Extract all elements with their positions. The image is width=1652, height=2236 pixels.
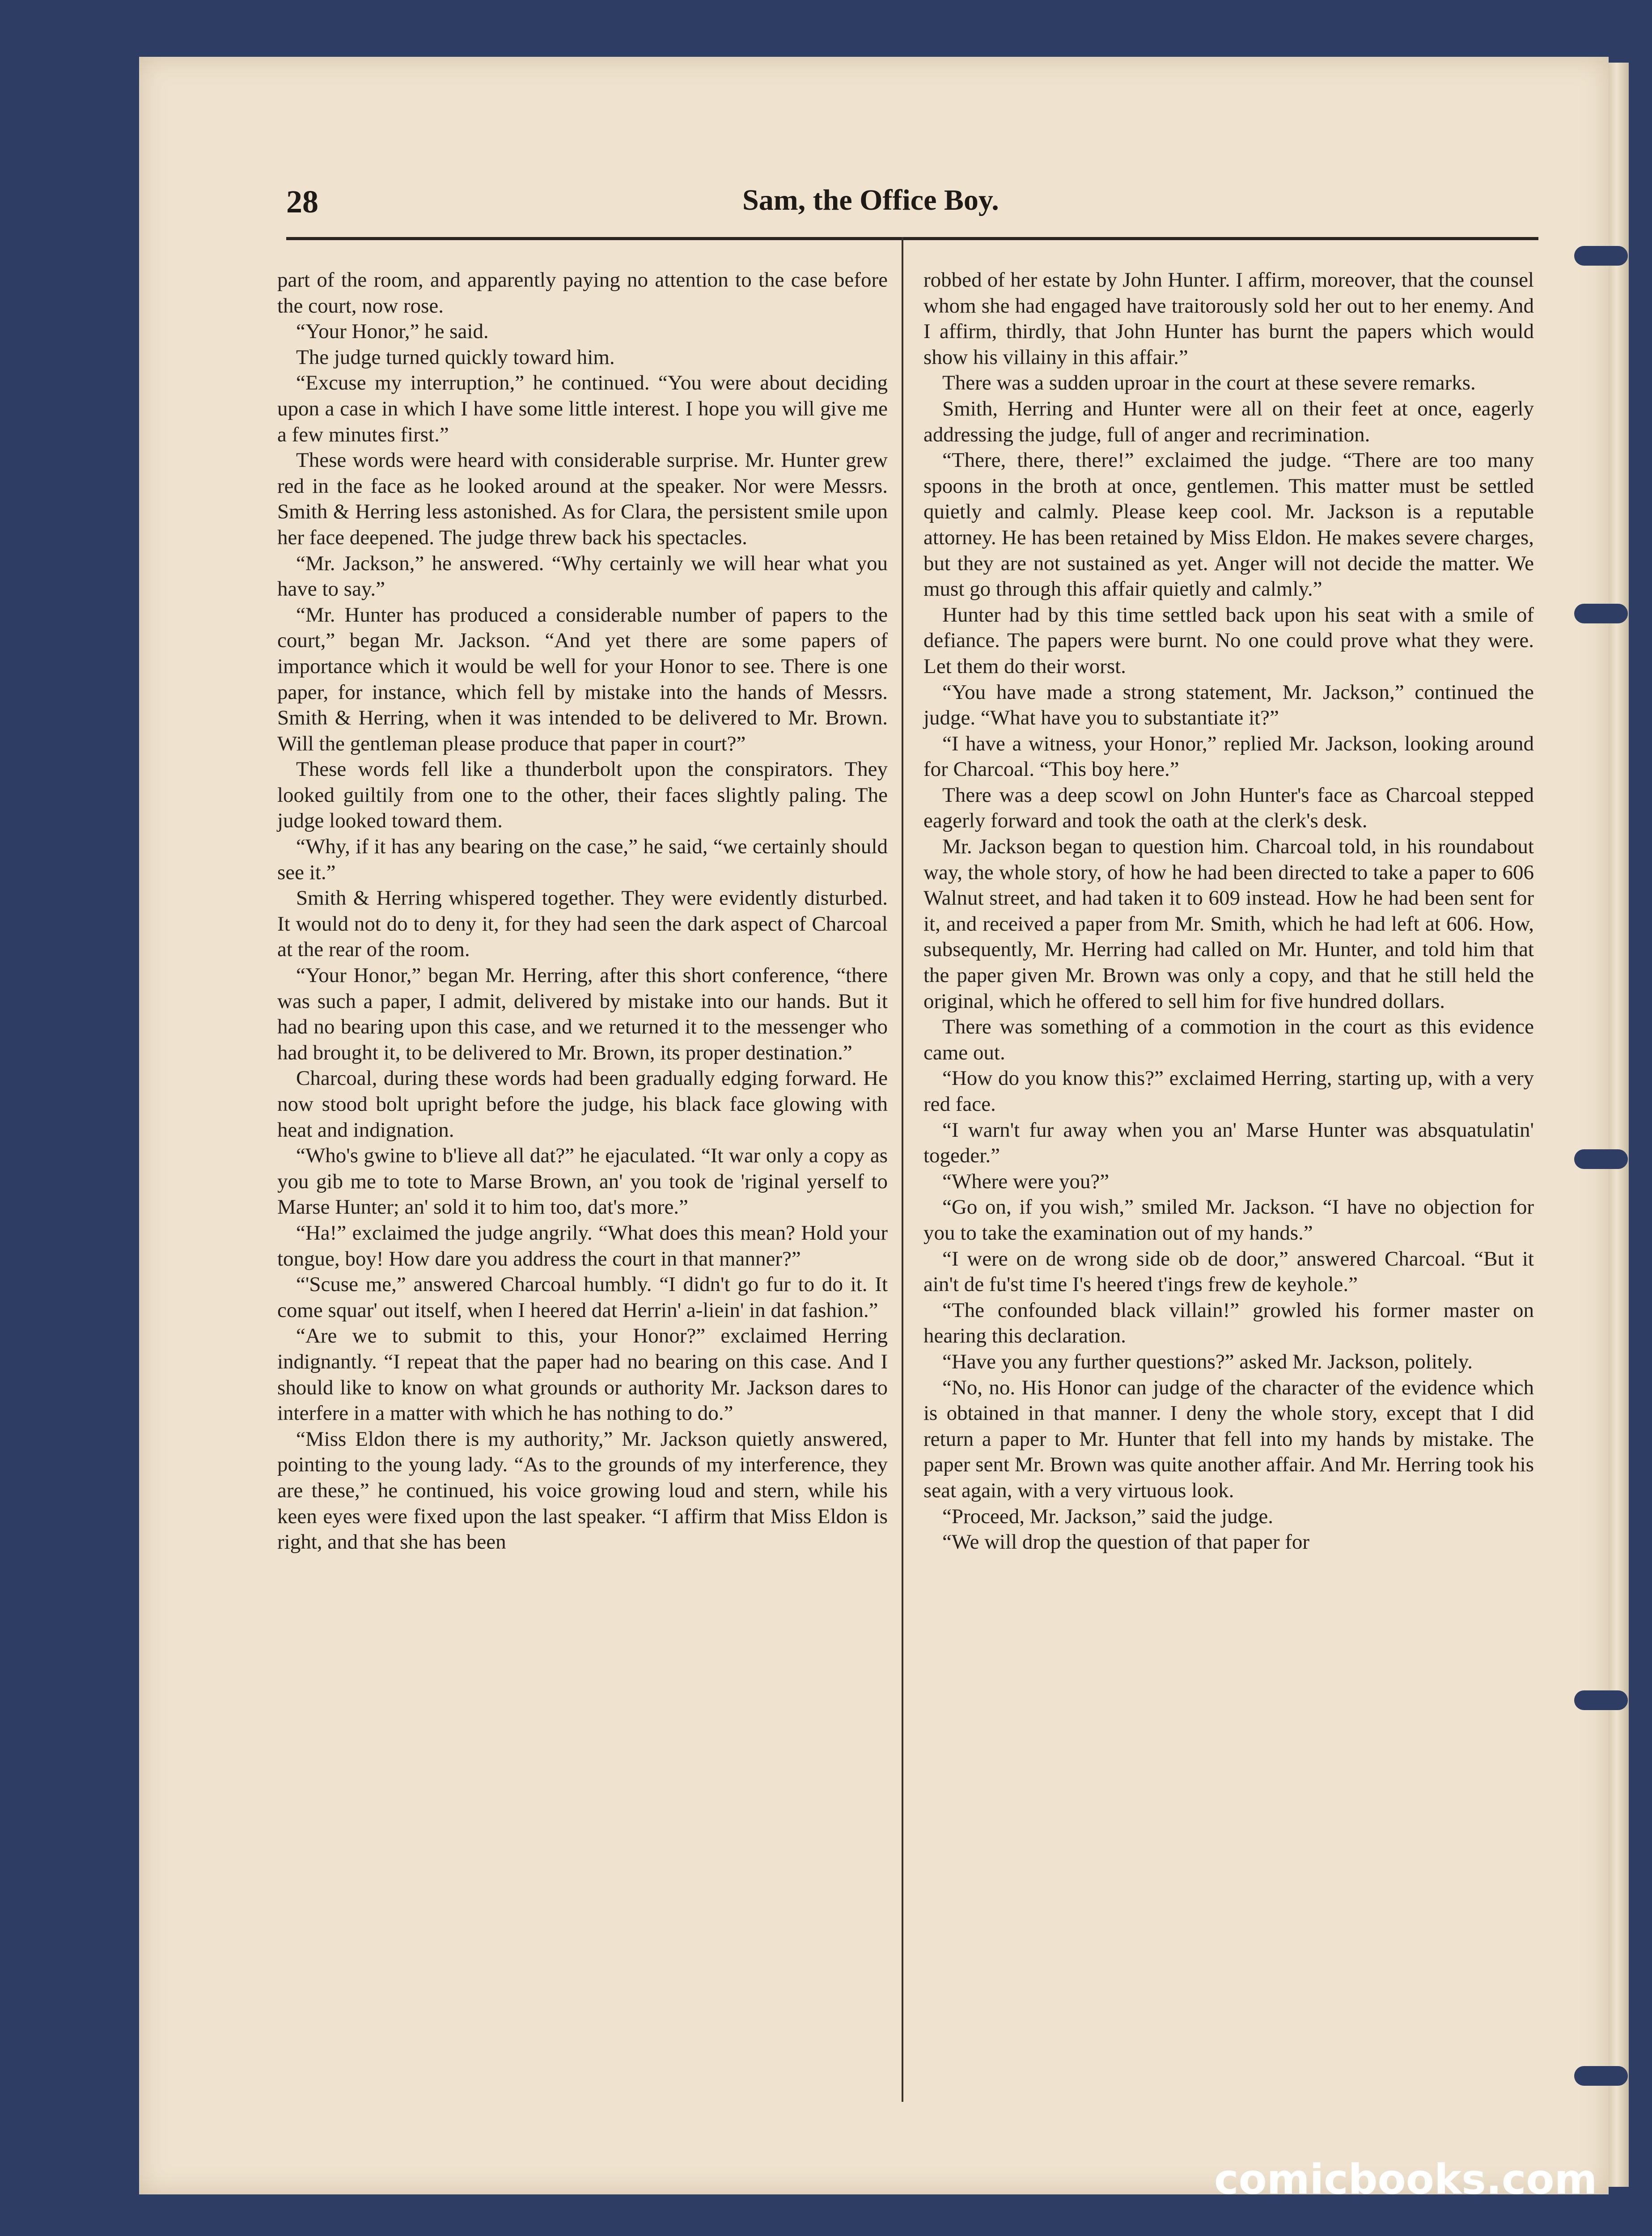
paragraph: “No, no. His Honor can judge of the character of the evidence which is obtained in that manner. I deny the whole story, except that I did return a paper to Mr. Hunter that fell into my hands by mistake. The paper sent Mr. Brown was quite another affair. And Mr. Herring took his seat again, with a very virtuous look. — [923, 1376, 1534, 1502]
right-text-column — [923, 267, 1534, 1555]
paragraph: There was a deep scowl on John Hunter's face as Charcoal stepped eagerly forward and took the oath at the clerk's desk. — [923, 783, 1534, 833]
paragraph: “Mr. Jackson,” he answered. “Why certainly we will hear what you have to say.” — [277, 551, 888, 601]
paragraph: “Ha!” exclaimed the judge angrily. “What does this mean? Hold your tongue, boy! How dare you address the court in that manner?” — [277, 1221, 888, 1270]
paragraph: “How do you know this?” exclaimed Herring, starting up, with a very red face. — [923, 1067, 1534, 1116]
paragraph: “We will drop the question of that paper for — [942, 1530, 1310, 1554]
paragraph: part of the room, and apparently paying no attention to the case before the court, now rose. — [277, 268, 888, 318]
paragraph: These words fell like a thunderbolt upon the conspirators. They looked guiltily from one to the other, their faces slightly paling. The judge looked toward them. — [277, 758, 888, 833]
paragraph: “I warn't fur away when you an' Marse Hunter was absquatulatin' togeder.” — [923, 1118, 1534, 1168]
column-divider — [902, 237, 903, 2102]
page-edge — [1609, 63, 1629, 2187]
paragraph: “Your Honor,” began Mr. Herring, after this short conference, “there was such a paper, I admit, delivered by mistake into our hands. But it had no bearing upon this case, and we returned it to the messenger who had brought it, to be delivered to Mr. Brown, its proper destination.” — [277, 964, 888, 1064]
paragraph: “Are we to submit to this, your Honor?” exclaimed Herring indignantly. “I repeat that the paper had no bearing on this case. And I should like to know on what grounds or authority Mr. Jackson dares to interfere in a matter with which he has nothing to do.” — [277, 1324, 888, 1425]
paragraph: “There, there, there!” exclaimed the judge. “There are too many spoons in the broth at once, gentlemen. This matter must be settled quietly and calmly. Please keep cool. Mr. Jackson is a reputable attorney. He has been retained by Miss Eldon. He makes severe charges, but they are not sustained as yet. Anger will not decide the matter. We must go through this affair quietly and calmly.” — [923, 449, 1534, 601]
page-number: 28 — [286, 184, 318, 220]
page-header — [286, 183, 1538, 241]
binding-hole — [1574, 2066, 1628, 2086]
paragraph: These words were heard with considerable surprise. Mr. Hunter grew red in the face as he looked around at the speaker. Nor were Messrs. Smith & Herring less astonished. As for Clara, the persistent smile upon her face deepened. The judge threw back his spectacles. — [277, 449, 888, 549]
paragraph: “Go on, if you wish,” smiled Mr. Jackson. “I have no objection for you to take the examination out of my hands.” — [923, 1195, 1534, 1245]
paragraph: “Miss Eldon there is my authority,” Mr. Jackson quietly answered, pointing to the young lady. “As to the grounds of my interference, they are these,” he continued, his voice growing loud and stern, while his keen eyes were fixed upon the last speaker. “I affirm that Miss Eldon is right, and that she has been — [277, 1427, 888, 1554]
binding-hole — [1574, 1690, 1628, 1710]
paragraph: “I have a witness, your Honor,” replied Mr. Jackson, looking around for Charcoal. “This boy here.” — [923, 732, 1534, 781]
paragraph: Hunter had by this time settled back upon his seat with a smile of defiance. The papers were burnt. No one could prove what they were. Let them do their worst. — [923, 603, 1534, 678]
paragraph: Smith, Herring and Hunter were all on their feet at once, eagerly addressing the judge, full of anger and recrimination. — [923, 397, 1534, 446]
paragraph: “Your Honor,” he said. — [296, 320, 489, 343]
paragraph: “You have made a strong statement, Mr. Jackson,” continued the judge. “What have you to substantiate it?” — [923, 680, 1534, 730]
paragraph: There was something of a commotion in the court as this evidence came out. — [923, 1015, 1534, 1064]
paragraph: “Have you any further questions?” asked Mr. Jackson, politely. — [942, 1350, 1473, 1373]
binding-hole — [1574, 1149, 1628, 1169]
paragraph: The judge turned quickly toward him. — [296, 345, 615, 369]
paragraph: “Mr. Hunter has produced a considerable number of papers to the court,” began Mr. Jackson. “And yet there are some papers of importance which it would be well for your Honor to see. There is one paper, for instance, which fell by mistake into the hands of Messrs. Smith & Herring, when it was intended to be delivered to Mr. Brown. Will the gentleman please produce that paper in court?” — [277, 603, 888, 755]
paragraph: “Why, if it has any bearing on the case,” he said, “we certainly should see it.” — [277, 835, 888, 884]
paragraph: “I were on de wrong side ob de door,” answered Charcoal. “But it ain't de fu'st time I's heered t'ings frew de keyhole.” — [923, 1247, 1534, 1296]
paragraph: “Where were you?” — [942, 1169, 1110, 1193]
paragraph: Charcoal, during these words had been gradually edging forward. He now stood bolt upright before the judge, his black face glowing with heat and indignation. — [277, 1067, 888, 1142]
paragraph: There was a sudden uproar in the court at these severe remarks. — [942, 371, 1476, 395]
running-title: Sam, the Office Boy. — [742, 184, 999, 216]
paragraph: Smith & Herring whispered together. They were evidently disturbed. It would not do to deny it, for they had seen the dark aspect of Charcoal at the rear of the room. — [277, 886, 888, 961]
binding-hole — [1574, 246, 1628, 266]
paragraph: “'Scuse me,” answered Charcoal humbly. “I didn't go fur to do it. It come squar' out itself, when I heered dat Herrin' a-liein' in dat fashion.” — [277, 1273, 888, 1322]
paragraph: “Who's gwine to b'lieve all dat?” he ejaculated. “It war only a copy as you gib me to tote to Marse Brown, an' you took de 'riginal yerself to Marse Hunter; an' sold it to him too, dat's more.” — [277, 1144, 888, 1219]
header-rule — [286, 237, 1538, 240]
paragraph: robbed of her estate by John Hunter. I affirm, moreover, that the counsel whom she had engaged have traitorously sold her out to her enemy. And I affirm, thirdly, that John Hunter has burnt the papers which would show his villainy in this affair.” — [923, 268, 1534, 369]
binding-hole — [1574, 604, 1628, 623]
paragraph: “The confounded black villain!” growled his former master on hearing this declaration. — [923, 1298, 1534, 1348]
watermark: comicbooks.com — [1214, 2156, 1597, 2203]
left-text-column — [277, 267, 888, 1555]
paragraph: Mr. Jackson began to question him. Charcoal told, in his roundabout way, the whole story, of how he had been directed to take a paper to 606 Walnut street, and had taken it to 609 instead. How he had been sent for it, and received a paper from Mr. Smith, which he had left at 606. How, subsequently, Mr. Herring had called on Mr. Hunter, and told him that the paper given Mr. Brown was only a copy, and that he still held the original, which he offered to sell him for five hundred dollars. — [923, 835, 1534, 1013]
paragraph: “Excuse my interruption,” he continued. “You were about deciding upon a case in which I have some little interest. I hope you will give me a few minutes first.” — [277, 371, 888, 446]
paragraph: “Proceed, Mr. Jackson,” said the judge. — [942, 1504, 1274, 1528]
